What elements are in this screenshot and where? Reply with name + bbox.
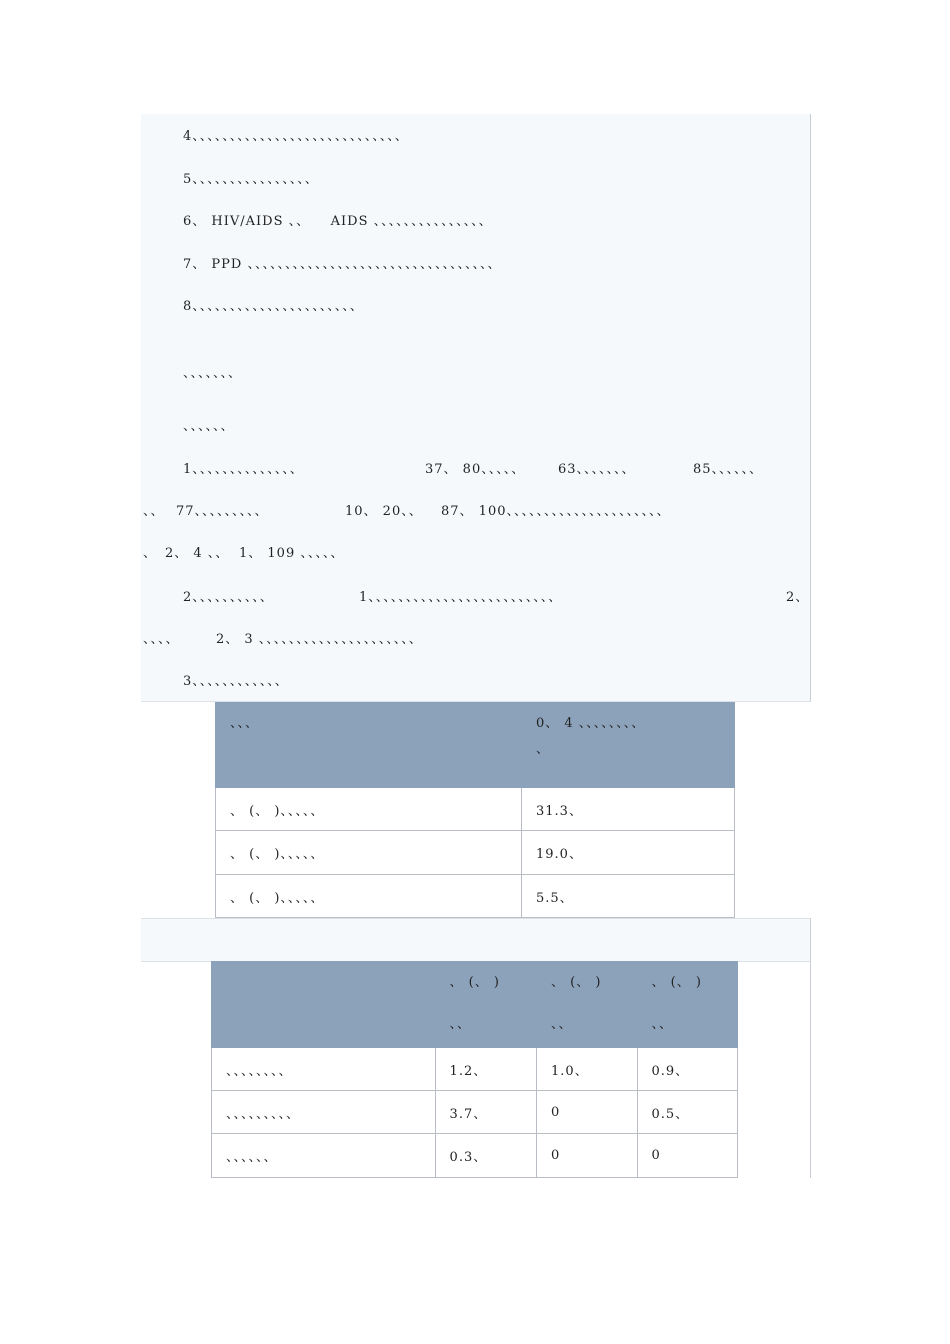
table-row (212, 1048, 738, 1091)
list-item: 4、、、、、、、、、、、、、、、、、、、、、、、、、、、、 (183, 129, 409, 144)
table-cell: 0.3、 (435, 1134, 536, 1178)
separator-panel (141, 918, 811, 962)
table-row (216, 831, 735, 875)
table-row (212, 1091, 738, 1134)
paragraph-text: 、 (143, 546, 158, 561)
paragraph-text: 2、、、、、、、、、、 (183, 590, 274, 605)
paragraph-text: 3、、、、、、、、、、、、 (183, 674, 289, 689)
paragraph-text: 37、 80、、、、、 (425, 462, 526, 477)
list-item: 6、 HIV/AIDS 、、 AIDS 、、、、、、、、、、、、、、、 (183, 214, 493, 229)
table-header-row (212, 962, 738, 1048)
list-item: 8、、、、、、、、、、、、、、、、、、、、、、 (183, 299, 364, 314)
table-cell: 、、、、、、 (212, 1134, 436, 1178)
paragraph-text: 63、、、、、、、 (558, 462, 636, 477)
table-cell: 、、、、、、、、、 (212, 1091, 436, 1134)
paragraph-text: 85、、、、、、 (693, 462, 764, 477)
table-cell: 、 (、 )、、、、、 (216, 875, 522, 918)
table-header-row (216, 703, 735, 788)
table-cell: 1.2、 (435, 1048, 536, 1091)
table-cell: 3.7、 (435, 1091, 536, 1134)
table-row (216, 875, 735, 918)
table-header-cell: 、、、 (216, 703, 522, 788)
table-cell: 0.9、 (637, 1048, 738, 1091)
table-cell: 31.3、 (522, 788, 735, 831)
paragraph-text: 1、、、、、、、、、、、、、、 (183, 462, 304, 477)
table-row (216, 788, 735, 831)
text-panel (141, 114, 811, 702)
paragraph-text: 2、 4 、、 (165, 546, 230, 561)
section-heading: 、、、、、、、 (183, 366, 243, 381)
paragraph-text: 10、 20、、 (345, 504, 423, 519)
paragraph-text: 2、 3 、、、、、、、、、、、、、、、、、、、、、 (216, 632, 423, 647)
table-header-cell: 、 (、 ) 、、 (435, 962, 536, 1048)
table-header-cell: 、 (、 ) 、、 (537, 962, 637, 1048)
table-cell: 、 (、 )、、、、、 (216, 788, 522, 831)
paragraph-text: 2、 (786, 590, 810, 605)
paragraph-text: 77、、、、、、、、、 (176, 504, 269, 519)
table-cell: 5.5、 (522, 875, 735, 918)
data-table-1 (215, 702, 735, 918)
subsection-heading: 、、、、、、 (183, 419, 235, 434)
table-cell: 0 (537, 1134, 637, 1178)
table-cell: 0.5、 (637, 1091, 738, 1134)
table-header-cell: 、 (、 ) 、、 (637, 962, 738, 1048)
paragraph-text: 87、 100、、、、、、、、、、、、、、、、、、、、、 (441, 504, 671, 519)
table-cell: 0 (637, 1134, 738, 1178)
table-cell: 0 (537, 1091, 637, 1134)
table-header-cell (212, 962, 436, 1048)
paragraph-text: 1、、、、、、、、、、、、、、、、、、、、、、、、、 (359, 590, 563, 605)
paragraph-text: 、、 (143, 504, 165, 519)
table-cell: 19.0、 (522, 831, 735, 875)
data-table-2 (211, 961, 738, 1178)
list-item: 5、、、、、、、、、、、、、、、、 (183, 172, 319, 187)
paragraph-text: 、、、、 (143, 632, 180, 647)
list-item: 7、 PPD 、、、、、、、、、、、、、、、、、、、、、、、、、、、、、、、、、 (183, 257, 502, 272)
table-cell: 、、、、、、、、 (212, 1048, 436, 1091)
paragraph-text: 1、 109 、、、、、 (239, 546, 345, 561)
table-cell: 、 (、 )、、、、、 (216, 831, 522, 875)
table-header-cell: 0、 4 、、、、、、、、 、 (522, 703, 735, 788)
right-border-line (810, 960, 811, 1178)
table-row (212, 1134, 738, 1178)
table-cell: 1.0、 (537, 1048, 637, 1091)
